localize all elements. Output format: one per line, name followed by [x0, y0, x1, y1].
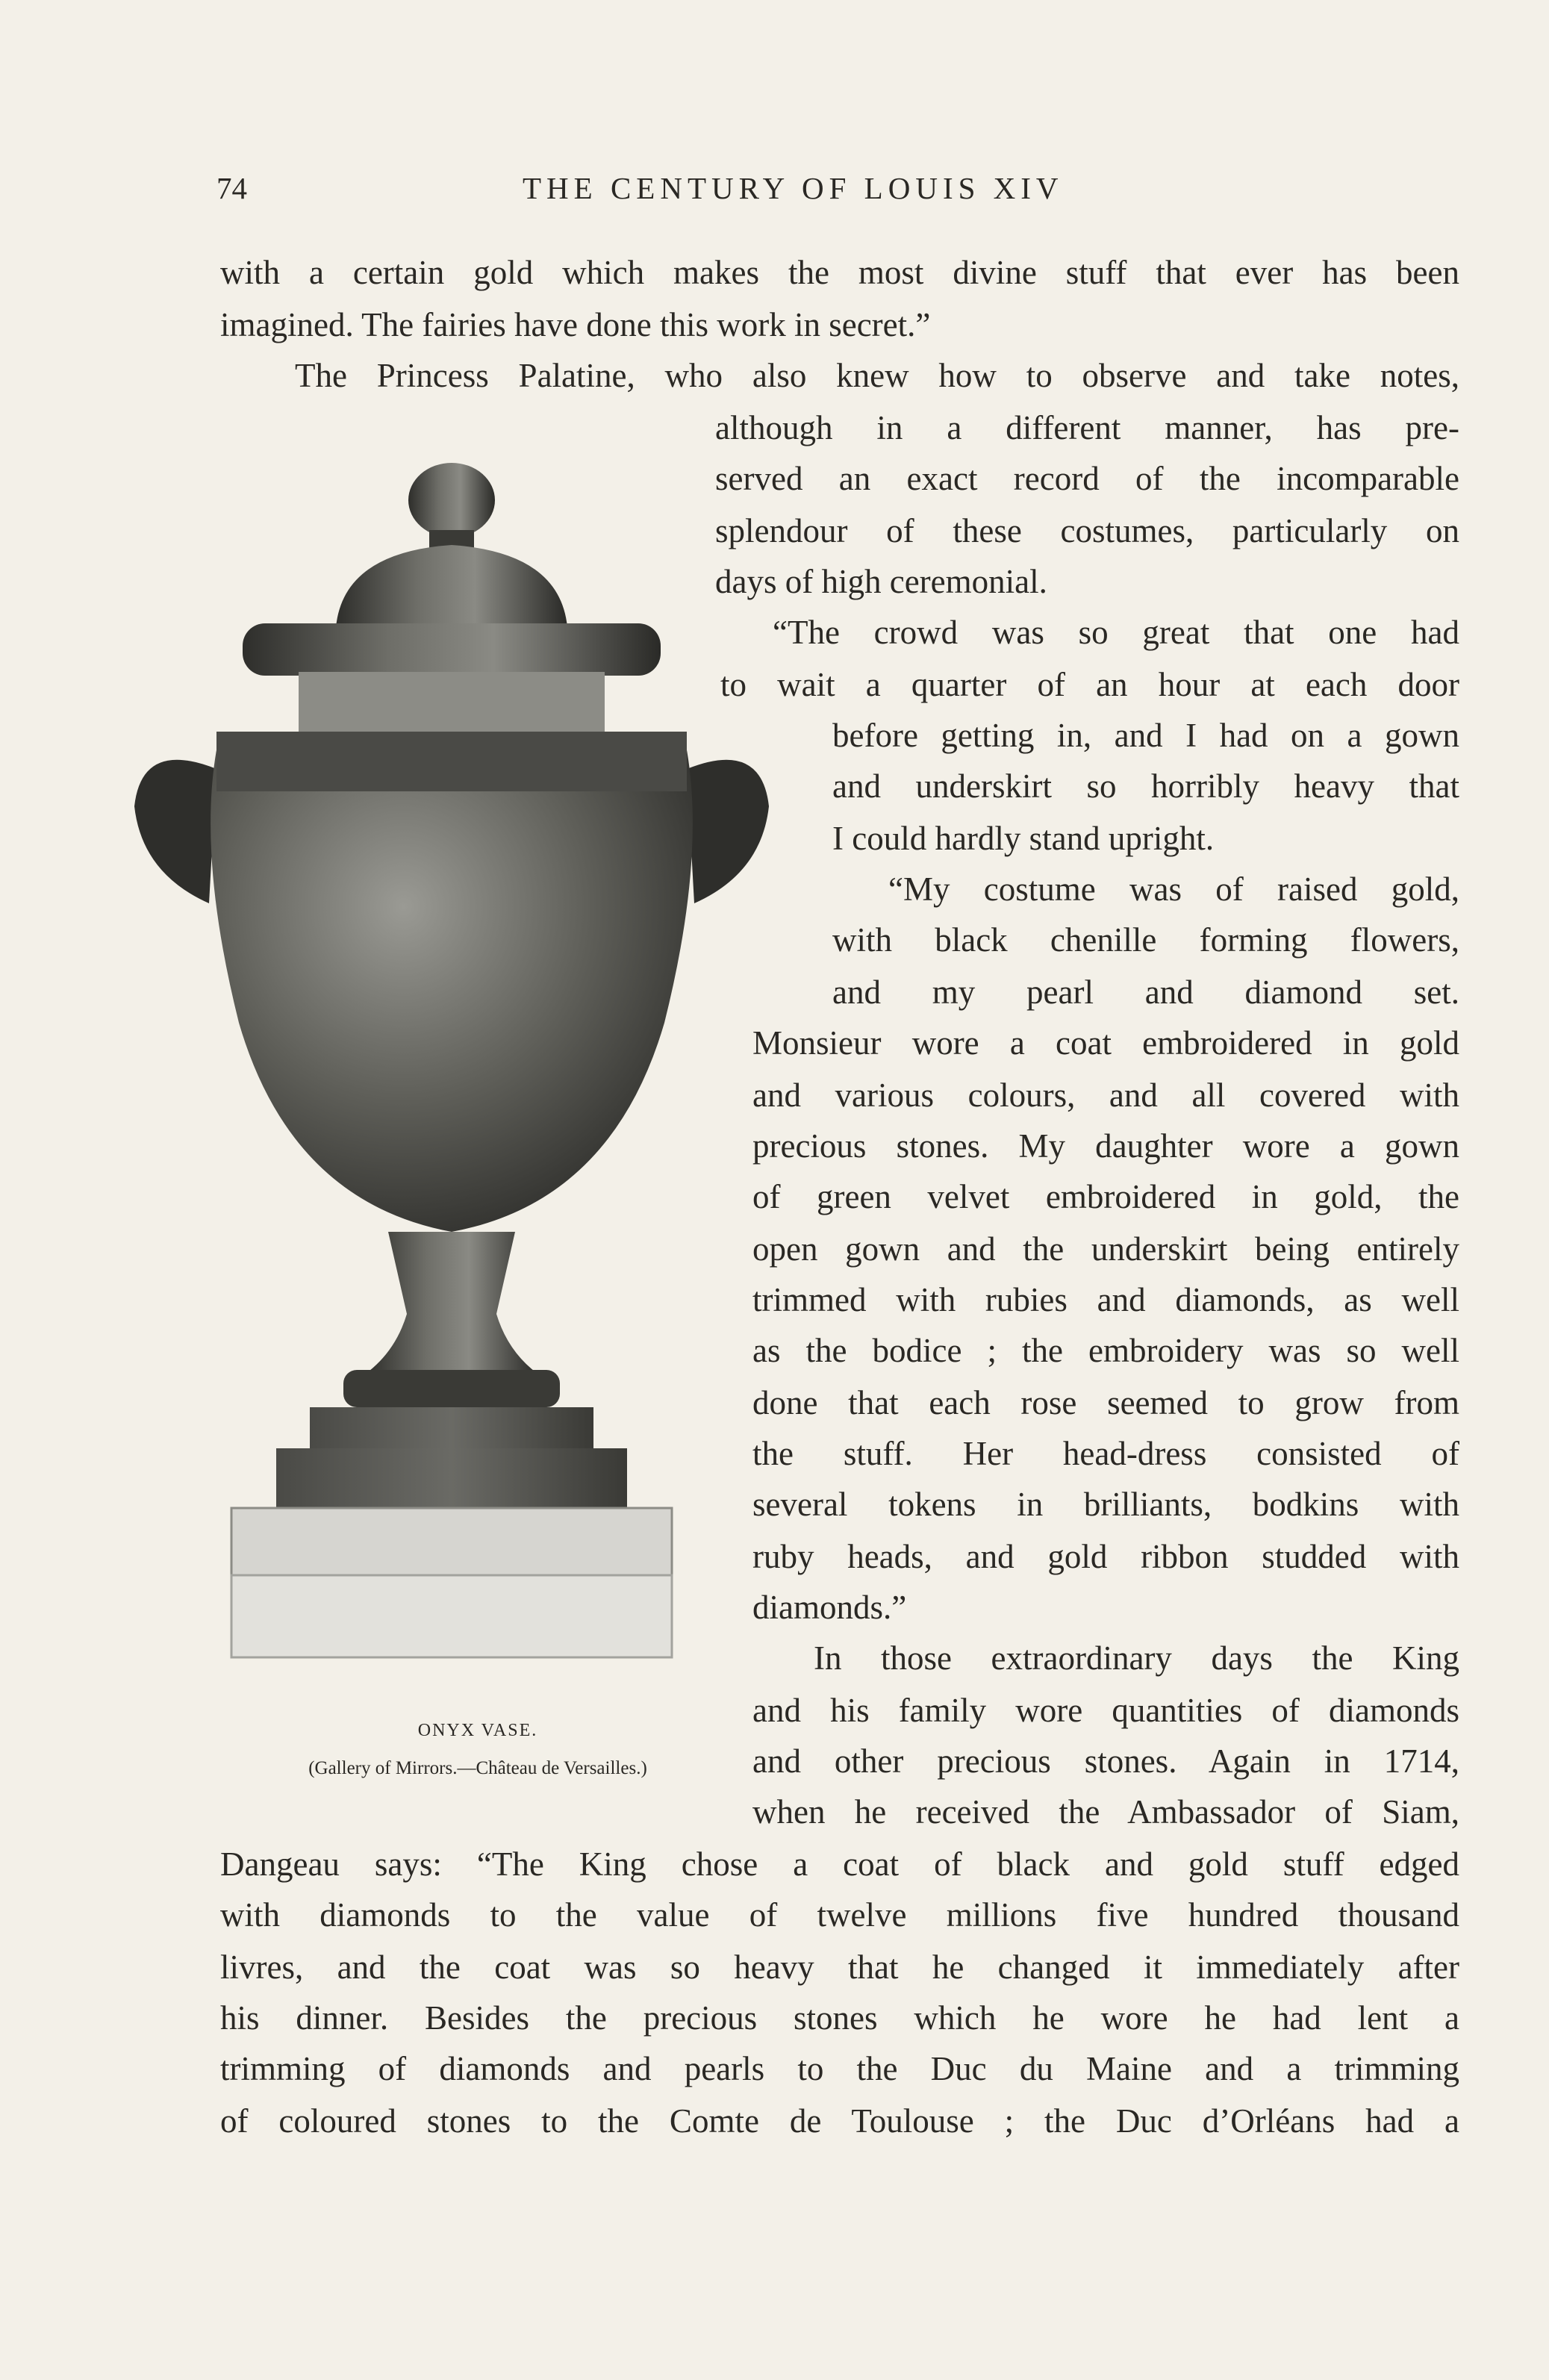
text-line: “The crowd was so great that one had	[773, 614, 1459, 651]
text-line: The Princess Palatine, who also knew how to observe and take notes,	[295, 357, 1459, 394]
text-line: In those extraordinary days the King	[814, 1639, 1459, 1677]
text-line: imagined. The fairies have done this work in secret.”	[220, 306, 931, 343]
text-line: and underskirt so horribly heavy that	[832, 767, 1459, 805]
text-line: and various colours, and all covered with	[752, 1077, 1459, 1114]
text-line: served an exact record of the incomparable	[715, 460, 1459, 497]
text-line: when he received the Ambassador of Siam,	[752, 1793, 1459, 1831]
text-line: with black chenille forming flowers,	[832, 921, 1459, 959]
text-line: of green velvet embroidered in gold, the	[752, 1178, 1459, 1215]
text-line: and his family wore quantities of diamonds	[752, 1692, 1459, 1729]
text-line: and my pearl and diamond set.	[832, 974, 1459, 1011]
text-line: his dinner. Besides the precious stones which he wore he had lent a	[220, 1999, 1459, 2037]
onyx-vase-illustration	[119, 455, 784, 1672]
text-line: of coloured stones to the Comte de Toulouse ; the Duc d’Orléans had a	[220, 2102, 1459, 2140]
text-line: and other precious stones. Again in 1714,	[752, 1742, 1459, 1780]
text-line: trimmed with rubies and diamonds, as well	[752, 1281, 1459, 1318]
page-header	[216, 170, 1456, 209]
text-line: splendour of these costumes, particularly on	[715, 512, 1459, 549]
text-line: as the bodice ; the embroidery was so well	[752, 1332, 1459, 1369]
text-line: days of high ceremonial.	[715, 563, 1047, 600]
text-line: Monsieur wore a coat embroidered in gold	[752, 1024, 1459, 1062]
text-line: open gown and the underskirt being entirely	[752, 1230, 1459, 1268]
text-line: precious stones. My daughter wore a gown	[752, 1127, 1459, 1165]
figure-caption-title: ONYX VASE.	[417, 1721, 538, 1740]
text-line: “My costume was of raised gold,	[888, 870, 1459, 908]
text-line: although in a different manner, has pre-	[715, 409, 1459, 446]
text-line: to wait a quarter of an hour at each door	[720, 666, 1459, 703]
text-line: several tokens in brilliants, bodkins with	[752, 1486, 1459, 1523]
text-line: I could hardly stand upright.	[832, 820, 1215, 857]
text-line: before getting in, and I had on a gown	[832, 717, 1459, 754]
text-line: trimming of diamonds and pearls to the Duc du Maine and a trimming	[220, 2050, 1459, 2087]
text-line: the stuff. Her head-dress consisted of	[752, 1435, 1459, 1472]
text-line: ruby heads, and gold ribbon studded with	[752, 1538, 1459, 1575]
text-line: diamonds.”	[752, 1589, 907, 1626]
text-line: done that each rose seemed to grow from	[752, 1384, 1459, 1421]
text-line: livres, and the coat was so heavy that he changed it immediately after	[220, 1948, 1459, 1986]
figure-caption-source: (Gallery of Mirrors.—Château de Versailles.)	[308, 1758, 647, 1778]
vase-icon	[119, 455, 784, 1672]
text-line: Dangeau says: “The King chose a coat of black and gold stuff edged	[220, 1845, 1459, 1883]
text-line: with a certain gold which makes the most divine stuff that ever has been	[220, 254, 1459, 291]
page-number: 74	[216, 171, 247, 205]
text-line: with diamonds to the value of twelve millions five hundred thousand	[220, 1896, 1459, 1934]
running-title: THE CENTURY OF LOUIS XIV	[523, 171, 1064, 205]
